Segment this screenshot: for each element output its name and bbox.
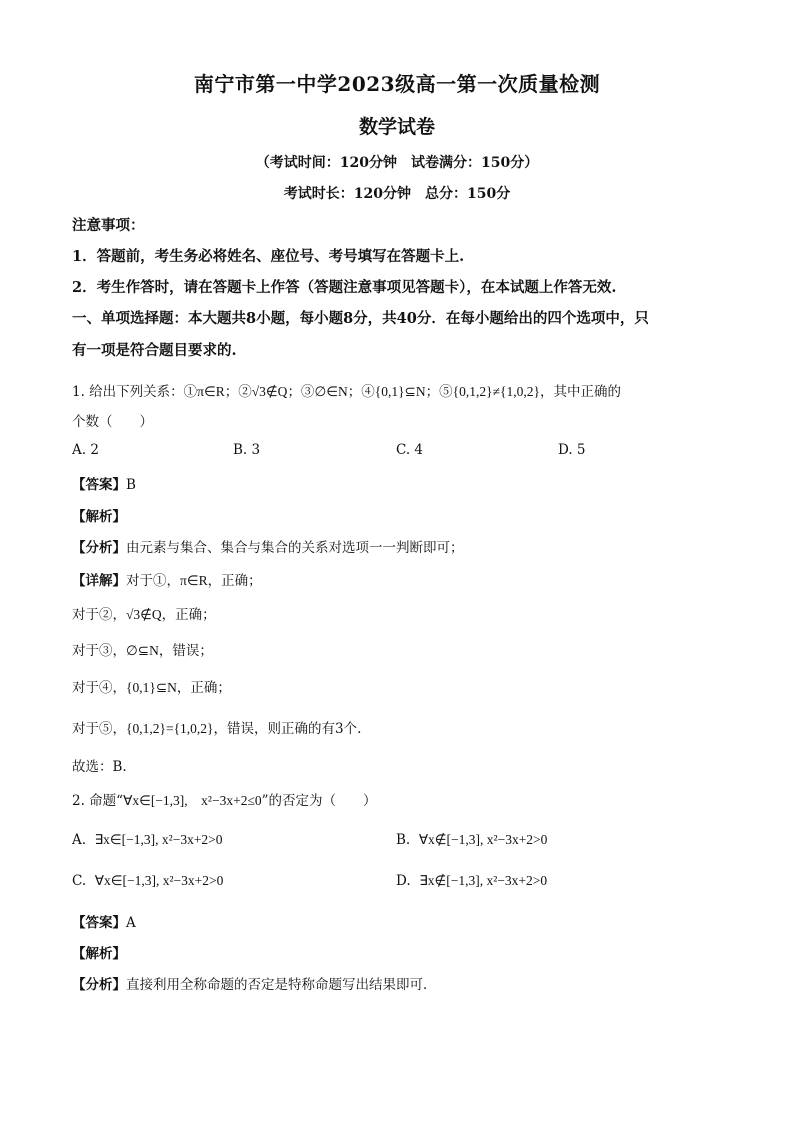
section-1-line-1: 一、单项选择题：本大题共8小题，每小题8分，共40分．在每小题给出的四个选项中，只 bbox=[72, 310, 649, 327]
notes-item-1: 1．答题前，考生务必将姓名、座位号、考号填写在答题卡上. bbox=[72, 248, 465, 265]
section-1-line-2: 有一项是符合题目要求的. bbox=[72, 342, 237, 359]
q2-prefix: 2. 命题“ bbox=[72, 793, 124, 809]
q1-detail-5-math: {0,1,2}={1,0,2} bbox=[126, 721, 214, 736]
q2-suffix: ”的否定为（ ） bbox=[261, 793, 377, 809]
q1-detail-1-math: π∈R bbox=[180, 573, 208, 588]
q1-detail-3-post: ，错误； bbox=[158, 643, 213, 659]
q1-sep-5: ；⑤ bbox=[425, 384, 453, 400]
q2-fenxi bbox=[72, 973, 437, 993]
q1-option-c: C. 4 bbox=[396, 442, 424, 458]
q1-detail-label: 【详解】 bbox=[72, 573, 126, 589]
q1-detail-4-post: ，正确； bbox=[176, 680, 231, 696]
q1-detail-2-post: ，正确； bbox=[161, 607, 216, 623]
q2-option-c-text: ∀x∈[−1,3], x²−3x+2>0 bbox=[94, 873, 224, 888]
q1-stem bbox=[72, 380, 621, 400]
q2-option-c bbox=[72, 873, 223, 889]
q2-analysis-label: 【解析】 bbox=[72, 946, 126, 962]
q1-sep-2: ；② bbox=[224, 384, 252, 400]
q1-option-a: A. 2 bbox=[72, 442, 99, 458]
q1-relation-1: π∈R bbox=[197, 384, 225, 399]
q2-answer bbox=[72, 911, 136, 931]
q1-detail-2 bbox=[72, 603, 216, 623]
q2-option-b-text: ∀x∉[−1,3], x²−3x+2>0 bbox=[418, 832, 548, 847]
q1-answer bbox=[72, 473, 136, 493]
q1-detail-5-post: ，错误，则正确的有3个. bbox=[213, 721, 362, 737]
q2-option-c-label: C. bbox=[72, 873, 87, 889]
q1-detail-3 bbox=[72, 639, 213, 659]
page-subtitle: 数学试卷 bbox=[358, 116, 435, 138]
q1-option-b: B. 3 bbox=[233, 442, 261, 458]
q1-detail-1 bbox=[72, 569, 262, 589]
q1-fenxi bbox=[72, 536, 464, 556]
q2-proposition: ∀x∈[−1,3], x²−3x+2≤0 bbox=[123, 793, 262, 808]
q2-option-b-label: B. bbox=[396, 832, 411, 848]
q1-fenxi-label: 【分析】 bbox=[72, 540, 126, 556]
exam-info-1: （考试时间：120分钟 试卷满分：150分） bbox=[255, 155, 539, 171]
q1-detail-3-pre: 对于③， bbox=[72, 643, 126, 659]
q2-option-d-label: D. bbox=[396, 873, 411, 889]
q1-detail-4-pre: 对于④， bbox=[72, 680, 126, 696]
q1-answer-value: B bbox=[126, 477, 136, 493]
q2-option-d bbox=[396, 873, 547, 889]
q2-answer-value: A bbox=[126, 915, 136, 931]
q2-fenxi-label: 【分析】 bbox=[72, 977, 126, 993]
q2-answer-label: 【答案】 bbox=[72, 915, 126, 931]
q1-suffix: ，其中正确的 bbox=[539, 384, 621, 400]
q1-sep-3: ；③ bbox=[287, 384, 315, 400]
q1-stem-line-2: 个数（ ） bbox=[72, 414, 153, 430]
page-title: 南宁市第一中学2023级高一第一次质量检测 bbox=[193, 72, 601, 96]
q1-detail-3-math: ∅⊆N bbox=[126, 643, 159, 658]
q1-analysis-label: 【解析】 bbox=[72, 509, 126, 525]
q1-detail-4 bbox=[72, 676, 231, 696]
notes-item-2: 2．考生作答时，请在答题卡上作答（答题注意事项见答题卡），在本试题上作答无效. bbox=[72, 279, 617, 296]
q1-detail-1-post: ，正确； bbox=[207, 573, 262, 589]
q2-option-b bbox=[396, 832, 547, 848]
q1-detail-5-pre: 对于⑤， bbox=[72, 721, 126, 737]
q1-prefix: 1. 给出下列关系：① bbox=[72, 384, 198, 400]
q1-detail-1-pre: 对于①， bbox=[126, 573, 180, 589]
q1-relation-3: ∅∈N bbox=[314, 384, 348, 399]
q1-conclusion: 故选：B. bbox=[72, 759, 127, 775]
exam-info-2: 考试时长：120分钟 总分：150分 bbox=[283, 186, 511, 202]
q1-detail-2-pre: 对于②， bbox=[72, 607, 126, 623]
q1-relation-5: {0,1,2}≠{1,0,2} bbox=[452, 384, 540, 399]
q1-relation-4: {0,1}⊆N bbox=[374, 384, 426, 399]
q2-option-a-text: ∃x∈[−1,3], x²−3x+2>0 bbox=[94, 832, 223, 847]
q1-detail-4-math: {0,1}⊆N bbox=[126, 680, 177, 695]
q1-detail-5 bbox=[72, 717, 361, 737]
q1-relation-2: √3∉Q bbox=[251, 384, 288, 399]
q1-answer-label: 【答案】 bbox=[72, 477, 126, 493]
q2-stem bbox=[72, 789, 377, 809]
q1-detail-2-math: √3∉Q bbox=[126, 607, 162, 622]
q2-option-d-text: ∃x∉[−1,3], x²−3x+2>0 bbox=[419, 873, 548, 888]
q1-option-d: D. 5 bbox=[558, 442, 586, 458]
q2-option-a bbox=[72, 832, 223, 848]
q2-fenxi-text: 直接利用全称命题的否定是特称命题写出结果即可． bbox=[126, 977, 437, 993]
q1-sep-4: ；④ bbox=[347, 384, 375, 400]
notes-heading: 注意事项： bbox=[72, 217, 145, 234]
q1-fenxi-text: 由元素与集合、集合与集合的关系对选项一一判断即可； bbox=[126, 540, 464, 556]
q2-option-a-label: A. bbox=[72, 832, 87, 848]
